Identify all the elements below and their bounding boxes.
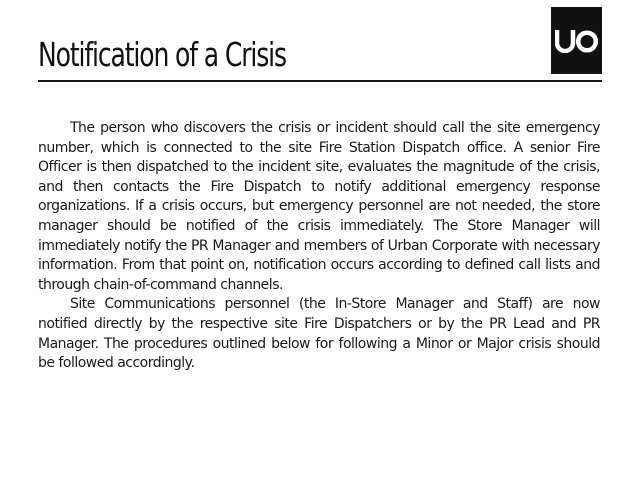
title-underline (38, 80, 602, 82)
slide-title: Notification of a Crisis (38, 35, 286, 74)
uo-logo-icon (551, 7, 602, 74)
body-paragraph-1: The person who discovers the crisis or incident should call the site emergency number, which is connected to the site Fire Station Dispatch office. A senior Fire Officer is then dispatched to the incident site, evaluates the magnitude of the crisis, and then contacts the Fire Dispatch to notify additional emergency response organizations. If a crisis occurs, but emergency personnel are not needed, the store manager should be notified of the crisis immediately. The Store Manager will immediately notify the PR Manager and members of Urban Corporate with necessary information. From that point on, notification occurs according to defined call lists and through chain-of-command channels. (38, 120, 600, 293)
slide-body (38, 119, 600, 374)
uo-logo-glyph (555, 29, 599, 53)
body-paragraph-2: Site Communications personnel (the In-Store Manager and Staff) are now notified directly by the respective site Fire Dispatchers or by the PR Lead and PR Manager. The procedures outlined below for following a Minor or Major crisis should be followed accordingly. (38, 296, 600, 372)
